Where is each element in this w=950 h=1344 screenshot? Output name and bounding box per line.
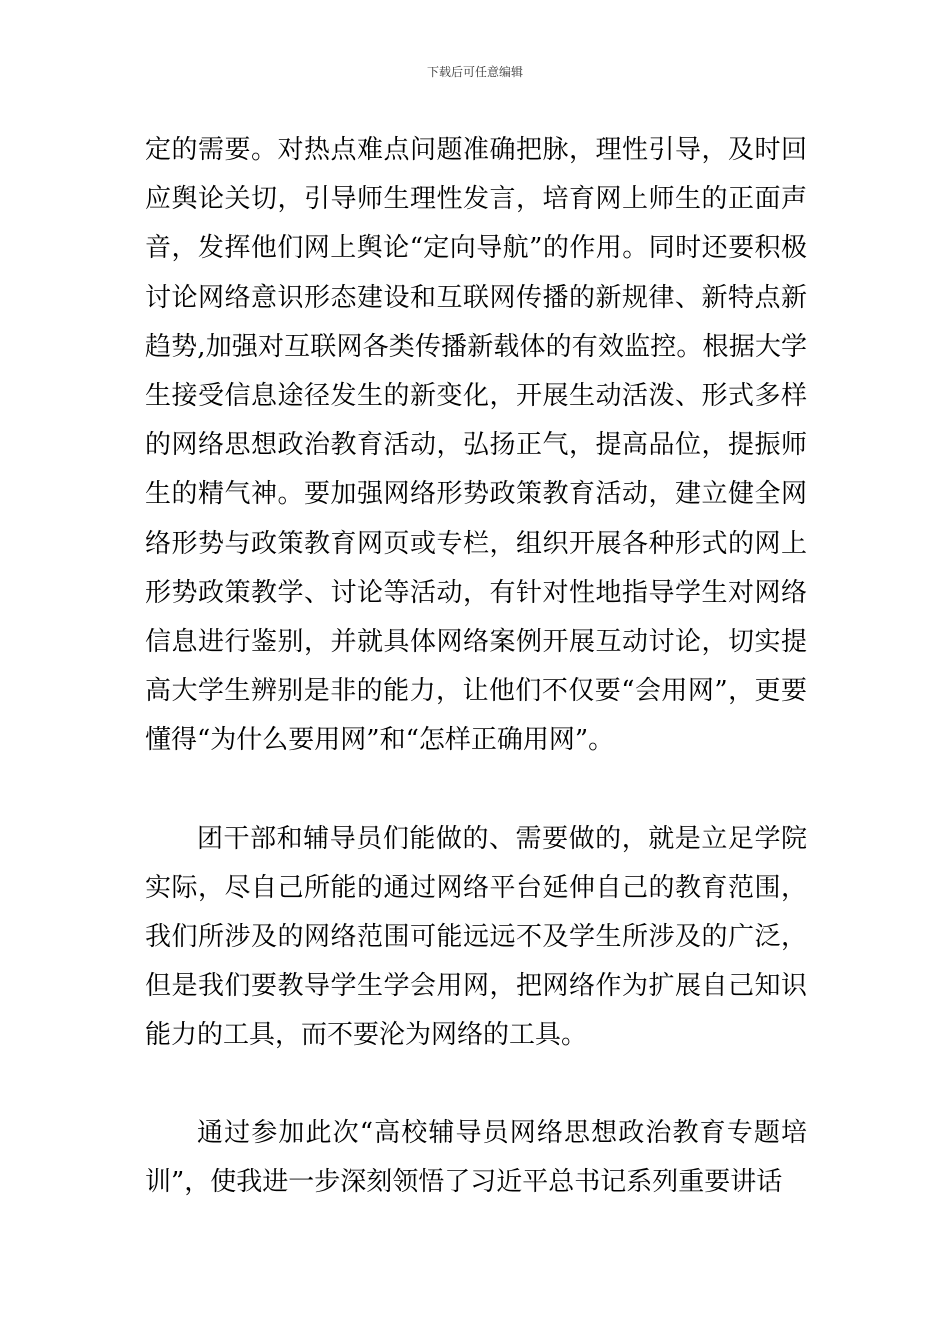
paragraph-3: 通过参加此次“高校辅导员网络思想政治教育专题培训”，使我进一步深刻领悟了习近平总书记系列重要讲话 (145, 1117, 807, 1197)
paragraph-2: 团干部和辅导员们能做的、需要做的，就是立足学院实际，尽自己所能的通过网络平台延伸自己的教育范围，我们所涉及的网络范围可能远远不及学生所涉及的广泛，但是我们要教导学生学会用网，把网络作为扩展自己知识能力的工具，而不要沦为网络的工具。 (145, 823, 807, 1051)
paragraph-1: 定的需要。对热点难点问题准确把脉，理性引导，及时回应舆论关切，引导师生理性发言，培育网上师生的正面声音，发挥他们网上舆论“定向导航”的作用。同时还要积极讨论网络意识形态建设和互联网传播的新规律、新特点新趋势,加强对互联网各类传播新载体的有效监控。根据大学生接受信息途径发生的新变化，开展生动活泼、形式多样的网络思想政治教育活动，弘扬正气，提高品位，提振师生的精气神。要加强网络形势政策教育活动，建立健全网络形势与政策教育网页或专栏，组织开展各种形式的网上形势政策教学、讨论等活动，有针对性地指导学生对网络信息进行鉴别，并就具体网络案例开展互动讨论，切实提高大学生辨别是非的能力，让他们不仅要“会用网”，更要懂得“为什么要用网”和“怎样正确用网”。 (145, 135, 807, 756)
document-body (145, 126, 807, 1207)
page-header: 下载后可任意编辑 (426, 65, 523, 79)
